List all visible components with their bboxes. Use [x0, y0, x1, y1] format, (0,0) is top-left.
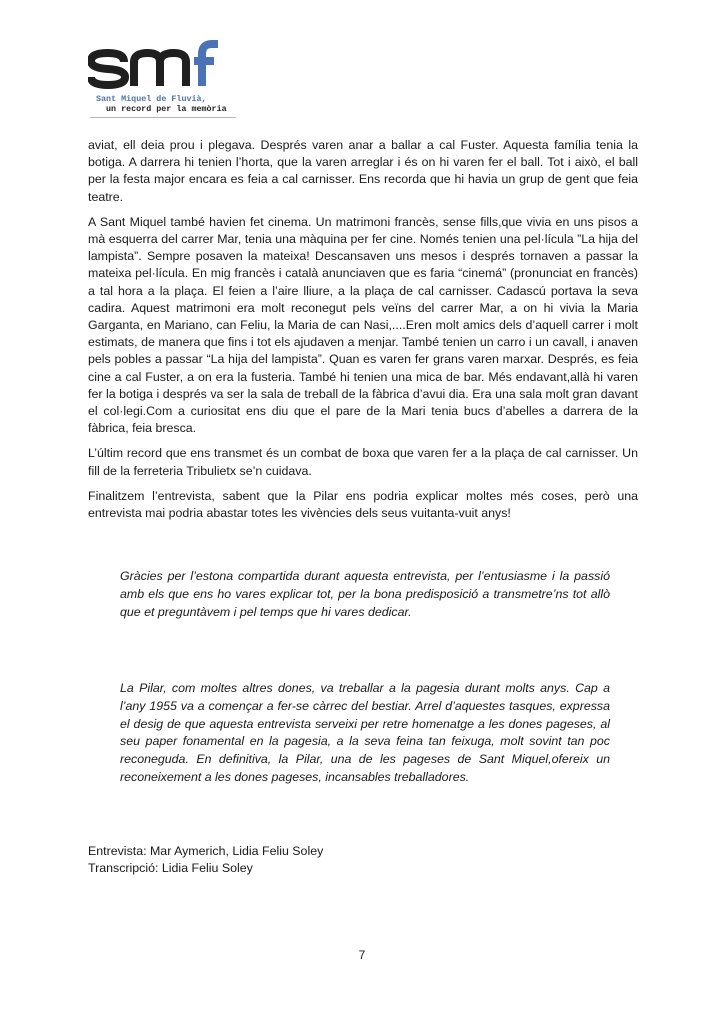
credits	[88, 843, 323, 876]
logo-subtitle-line2: un record per la memòria	[106, 104, 227, 114]
header-divider	[90, 117, 236, 118]
acknowledgement-quote: Gràcies per l’estona compartida durant aquesta entrevista, per l’entusiasme i la passió amb els que ens ho vares explicar tot, per la bona predisposició a transmetre’ns tot allò que et preguntàvem i pel temps que hi vares dedicar.	[120, 569, 610, 619]
interview-credit: Entrevista: Mar Aymerich, Lidia Feliu Soley	[88, 844, 324, 858]
logo-subtitle	[96, 94, 227, 114]
smf-logo-mark	[88, 40, 238, 96]
transcription-credit: Transcripció: Lidia Feliu Soley	[88, 860, 253, 875]
page-number: 7	[358, 948, 366, 962]
paragraph: L’últim record que ens transmet és un combat de boxa que varen fer a la plaça de cal carnisser. Un fill de la ferreteria Tribulietx se’n cuidava.	[88, 446, 638, 478]
tribute-quote: La Pilar, com moltes altres dones, va treballar a la pagesia durant molts anys. Cap a l’any 1955 va a començar a fer-se càrrec del bestiar. Arrel d’aquestes tasques, expressa el desig de que aquesta entrevista serveixi per retre homenatge a les dones pageses, al seu paper fonamental en la pagesia, a la seva feina tan feixuga, molt sovint tan poc reconeguda. En definitiva, la Pilar, una de les pageses de Sant Miquel,ofereix un reconeixement a les dones pageses, incansables treballadores.	[120, 681, 610, 784]
logo-subtitle-line1: Sant Miquel de Fluvià,	[96, 94, 207, 104]
paragraph: Finalitzem l’entrevista, sabent que la Pilar ens podria explicar moltes més coses, però una entrevista mai podria abastar totes les vivències dels seus vuitanta-vuit anys!	[88, 488, 638, 521]
paragraph: aviat, ell deia prou i plegava. Després varen anar a ballar a cal Fuster. Aquesta família tenia la botiga. A darrera hi tenien l’horta, que la varen arreglar i és on hi varen fer el ball. Tot i això, el ball per la festa major encara es feia a cal carnisser. Ens recorda que hi havia un grup de gent que feia teatre.	[88, 138, 638, 204]
document-body	[88, 137, 638, 530]
paragraph: A Sant Miquel també havien fet cinema. Un matrimoni francès, sense fills,que vivia en uns pisos a mà esquerra del carrer Mar, tenia una màquina per fer cine. Només tenien una pel·lícula ”La hija del lampista”. Sempre posaven la mateixa! Descansaven uns mesos i després tornaven a passar la mateixa pel·lícula. En mig francès i català anunciaven que es faria “cinemá” (pronunciat en francès) a tal hora a la plaça. El feien a l’aire lliure, a la plaça de cal carnisser. Cadascú portava la seva cadira. Aquest matrimoni era molt reconegut pels veïns del carrer Mar, a on hi vivia la Maria Garganta, en Mariano, can Feliu, la Maria de can Nasi,....Eren molt amics dels d’aquell carrer i molt estimats, de manera que fins i tot els ajudaven a menjar. També tenien un carro i un cavall, i anaven pels pobles a passar “La hija del lampista”. Quan es varen fer grans varen marxar. Després, es feia cine a cal Fuster, a on era la fusteria. També hi tenien una mica de bar. Més endavant,allà hi varen fer la botiga i després va ser la sala de treball de la fàbrica d’avui dia. Era una sala molt gran davant el col·legi.Com a curiositat ens diu que el pare de la Mari tenia bucs d’abelles a darrera de la fàbrica, feia bresca.	[88, 214, 638, 436]
